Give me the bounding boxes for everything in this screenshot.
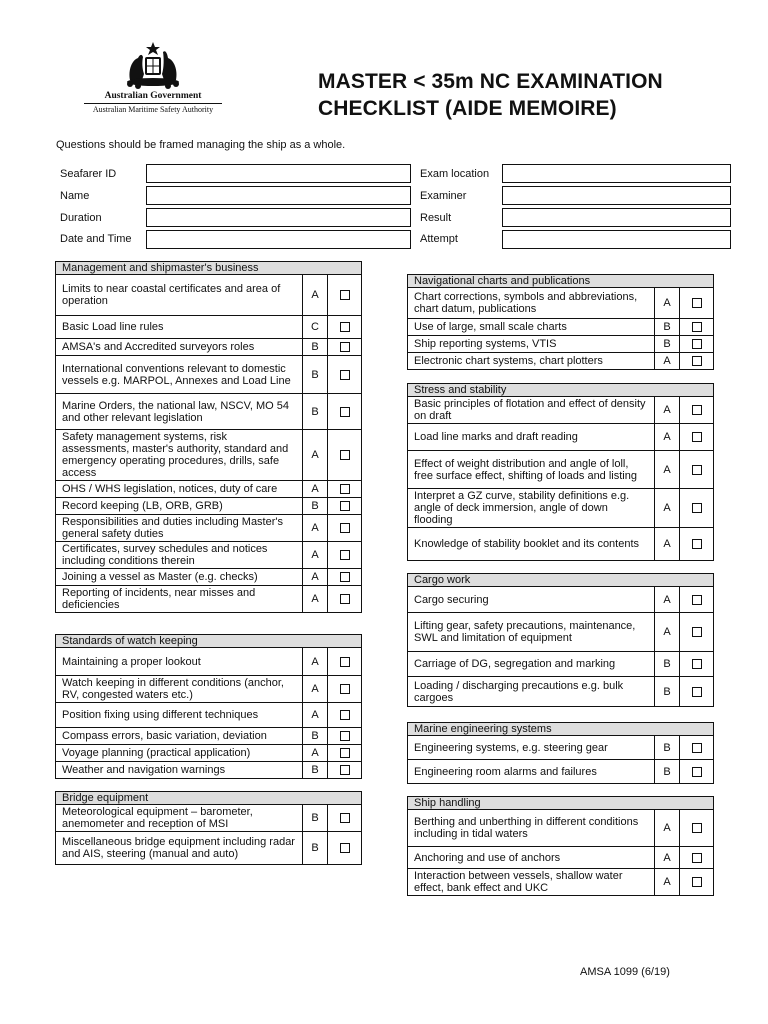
charts-section — [407, 274, 714, 370]
item-checkbox[interactable] — [692, 877, 702, 887]
item-level: A — [655, 613, 680, 652]
item-text: Ship reporting systems, VTIS — [408, 336, 655, 353]
item-checkbox[interactable] — [692, 539, 702, 549]
section-title: Cargo work — [408, 574, 714, 587]
item-level: A — [303, 542, 328, 569]
item-checkbox[interactable] — [340, 501, 350, 511]
item-level: A — [655, 397, 680, 424]
item-level: A — [655, 424, 680, 451]
item-level: B — [303, 762, 328, 779]
item-text: Meteorological equipment – barometer, anemometer and reception of MSI — [56, 805, 303, 832]
item-text: Engineering systems, e.g. steering gear — [408, 736, 655, 760]
item-text: Loading / discharging precautions e.g. bulk cargoes — [408, 677, 655, 707]
item-checkbox[interactable] — [692, 687, 702, 697]
item-text: Certificates, survey schedules and notices including conditions therein — [56, 542, 303, 569]
section-title: Marine engineering systems — [408, 723, 714, 736]
item-checkbox[interactable] — [692, 823, 702, 833]
item-checkbox[interactable] — [340, 843, 350, 853]
item-level: C — [303, 316, 328, 339]
item-level: B — [303, 728, 328, 745]
item-text: International conventions relevant to domestic vessels e.g. MARPOL, Annexes and Load Line — [56, 356, 303, 394]
duration-field[interactable] — [146, 208, 411, 227]
item-checkbox[interactable] — [340, 550, 350, 560]
item-checkbox[interactable] — [692, 767, 702, 777]
item-text: Anchoring and use of anchors — [408, 847, 655, 869]
item-text: Miscellaneous bridge equipment including radar and AIS, steering (manual and auto) — [56, 832, 303, 865]
item-text: Chart corrections, symbols and abbreviations, chart datum, publications — [408, 288, 655, 319]
section-title: Management and shipmaster's business — [56, 262, 362, 275]
name-field[interactable] — [146, 186, 411, 205]
item-text: Limits to near coastal certificates and area of operation — [56, 275, 303, 316]
item-text: Position fixing using different techniques — [56, 703, 303, 728]
item-level: A — [655, 847, 680, 869]
item-text: Electronic chart systems, chart plotters — [408, 353, 655, 370]
item-level: A — [655, 288, 680, 319]
item-checkbox[interactable] — [692, 298, 702, 308]
item-text: OHS / WHS legislation, notices, duty of care — [56, 481, 303, 498]
item-text: Safety management systems, risk assessments, master's authority, standard and emergency operating procedures, drills, safe access — [56, 430, 303, 481]
government-crest-logo — [78, 40, 228, 118]
item-text: Interpret a GZ curve, stability definitions e.g. angle of deck immersion, angle of down flooding — [408, 489, 655, 528]
item-level: B — [303, 356, 328, 394]
item-checkbox[interactable] — [340, 748, 350, 758]
coat-of-arms-icon — [118, 40, 188, 90]
item-checkbox[interactable] — [340, 731, 350, 741]
date-time-label: Date and Time — [60, 233, 132, 245]
item-checkbox[interactable] — [692, 853, 702, 863]
item-level: A — [303, 515, 328, 542]
item-level: B — [303, 832, 328, 865]
item-level: A — [655, 489, 680, 528]
item-text: Lifting gear, safety precautions, maintenance, SWL and limitation of equipment — [408, 613, 655, 652]
item-text: Knowledge of stability booklet and its contents — [408, 528, 655, 561]
attempt-field[interactable] — [502, 230, 731, 249]
intro-text: Questions should be framed managing the ship as a whole. — [56, 139, 346, 151]
item-checkbox[interactable] — [692, 503, 702, 513]
item-text: Effect of weight distribution and angle of loll, free surface effect, shifting of loads and listing — [408, 451, 655, 489]
title-line-1: MASTER < 35m NC EXAMINATION — [318, 70, 663, 93]
item-text: Berthing and unberthing in different conditions including in tidal waters — [408, 810, 655, 847]
item-checkbox[interactable] — [340, 450, 350, 460]
management-section — [55, 261, 362, 613]
item-checkbox[interactable] — [692, 356, 702, 366]
item-checkbox[interactable] — [340, 572, 350, 582]
item-text: Joining a vessel as Master (e.g. checks) — [56, 569, 303, 586]
item-level: A — [303, 703, 328, 728]
item-text: Compass errors, basic variation, deviation — [56, 728, 303, 745]
item-text: Watch keeping in different conditions (anchor, RV, congested waters etc.) — [56, 676, 303, 703]
item-level: B — [655, 336, 680, 353]
item-text: Use of large, small scale charts — [408, 319, 655, 336]
item-checkbox[interactable] — [340, 484, 350, 494]
government-name: Australian Government — [104, 91, 202, 101]
watchkeeping-section — [55, 634, 362, 779]
item-checkbox[interactable] — [340, 684, 350, 694]
item-level: A — [655, 528, 680, 561]
item-text: Interaction between vessels, shallow water effect, bank effect and UKC — [408, 869, 655, 896]
item-checkbox[interactable] — [340, 523, 350, 533]
item-checkbox[interactable] — [340, 710, 350, 720]
bridge-equipment-section — [55, 791, 362, 865]
item-checkbox[interactable] — [340, 813, 350, 823]
exam-location-field[interactable] — [502, 164, 731, 183]
item-level: B — [655, 319, 680, 336]
attempt-label: Attempt — [420, 233, 458, 245]
item-checkbox[interactable] — [340, 657, 350, 667]
section-title: Ship handling — [408, 797, 714, 810]
section-title: Bridge equipment — [56, 792, 362, 805]
name-label: Name — [60, 190, 90, 202]
date-time-field[interactable] — [146, 230, 411, 249]
item-checkbox[interactable] — [692, 743, 702, 753]
item-text: Carriage of DG, segregation and marking — [408, 652, 655, 677]
item-level: A — [303, 481, 328, 498]
title-line-2: CHECKLIST (AIDE MEMOIRE) — [318, 97, 617, 120]
section-title: Stress and stability — [408, 384, 714, 397]
item-level: A — [655, 869, 680, 896]
logo-divider — [84, 103, 222, 104]
examiner-field[interactable] — [502, 186, 731, 205]
item-checkbox[interactable] — [340, 765, 350, 775]
item-text: Basic principles of flotation and effect of density on draft — [408, 397, 655, 424]
form-code: AMSA 1099 (6/19) — [580, 966, 670, 978]
item-level: A — [303, 648, 328, 676]
item-checkbox[interactable] — [692, 659, 702, 669]
item-checkbox[interactable] — [692, 465, 702, 475]
item-level: B — [655, 736, 680, 760]
item-level: B — [303, 339, 328, 356]
stability-section — [407, 383, 714, 561]
shiphandling-section — [407, 796, 714, 896]
item-level: A — [303, 569, 328, 586]
item-text: Load line marks and draft reading — [408, 424, 655, 451]
item-text: Marine Orders, the national law, NSCV, MO 54 and other relevant legislation — [56, 394, 303, 430]
item-text: Engineering room alarms and failures — [408, 760, 655, 784]
item-text: Record keeping (LB, ORB, GRB) — [56, 498, 303, 515]
item-checkbox[interactable] — [340, 290, 350, 300]
item-level: B — [303, 498, 328, 515]
item-checkbox[interactable] — [340, 407, 350, 417]
item-checkbox[interactable] — [692, 322, 702, 332]
result-label: Result — [420, 212, 452, 224]
examiner-label: Examiner — [420, 190, 467, 202]
item-level: A — [655, 353, 680, 370]
seafarer-id-field[interactable] — [146, 164, 411, 183]
result-field[interactable] — [502, 208, 731, 227]
item-text: Cargo securing — [408, 587, 655, 613]
section-title: Standards of watch keeping — [56, 635, 362, 648]
section-title: Navigational charts and publications — [408, 275, 714, 288]
item-text: Basic Load line rules — [56, 316, 303, 339]
item-level: B — [303, 805, 328, 832]
item-level: A — [655, 451, 680, 489]
item-level: A — [303, 676, 328, 703]
item-text: Maintaining a proper lookout — [56, 648, 303, 676]
item-checkbox[interactable] — [340, 370, 350, 380]
engineering-section — [407, 722, 714, 784]
item-level: A — [655, 810, 680, 847]
item-level: B — [655, 760, 680, 784]
duration-label: Duration — [60, 212, 102, 224]
item-text: Responsibilities and duties including Master's general safety duties — [56, 515, 303, 542]
item-checkbox[interactable] — [692, 595, 702, 605]
item-checkbox[interactable] — [692, 432, 702, 442]
item-level: A — [655, 587, 680, 613]
seafarer-id-label: Seafarer ID — [60, 168, 117, 180]
item-checkbox[interactable] — [340, 342, 350, 352]
item-checkbox[interactable] — [340, 322, 350, 332]
exam-location-label: Exam location — [420, 168, 490, 180]
item-level: A — [303, 745, 328, 762]
item-checkbox[interactable] — [692, 405, 702, 415]
item-level: A — [303, 586, 328, 613]
item-level: B — [655, 652, 680, 677]
item-level: B — [655, 677, 680, 707]
item-level: B — [303, 394, 328, 430]
item-checkbox[interactable] — [340, 594, 350, 604]
item-text: AMSA's and Accredited surveyors roles — [56, 339, 303, 356]
item-level: A — [303, 430, 328, 481]
item-checkbox[interactable] — [692, 339, 702, 349]
agency-name: Australian Maritime Safety Authority — [92, 105, 214, 114]
item-level: A — [303, 275, 328, 316]
item-text: Weather and navigation warnings — [56, 762, 303, 779]
item-checkbox[interactable] — [692, 627, 702, 637]
page-title — [318, 68, 663, 122]
item-text: Reporting of incidents, near misses and deficiencies — [56, 586, 303, 613]
cargo-section — [407, 573, 714, 707]
item-text: Voyage planning (practical application) — [56, 745, 303, 762]
